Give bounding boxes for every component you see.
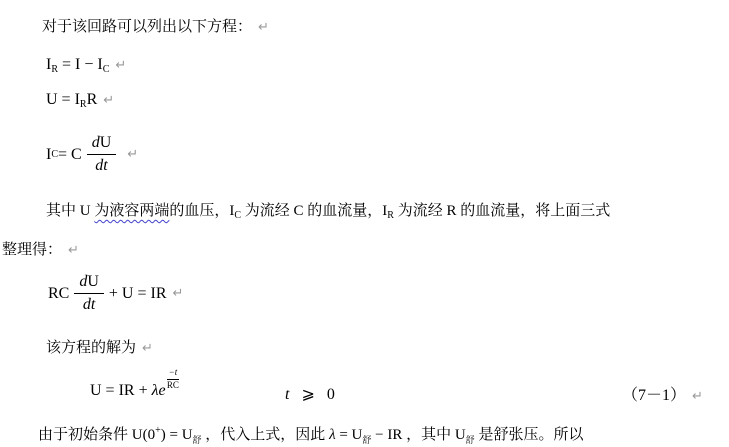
where-line2-text: 整理得： <box>2 242 63 258</box>
eq-cap-i: I <box>46 145 52 163</box>
eq-cap-equals-c: = C <box>58 145 82 163</box>
pilcrow-icon: ↵ <box>103 93 115 108</box>
pilcrow-icon: ↵ <box>692 389 703 404</box>
equation-current-balance <box>46 56 126 75</box>
final-c: ，代入上式，因此 <box>201 427 330 443</box>
paragraph-solution-intro <box>46 336 153 357</box>
shu-subscript: 舒 <box>192 435 202 445</box>
shu-subscript: 舒 <box>465 435 475 445</box>
eq-voltage-sub-r: R <box>79 99 87 110</box>
paragraph-where-line2 <box>2 238 79 259</box>
zero-value: 0 <box>326 386 335 403</box>
where-b: 的血压，I <box>169 203 235 219</box>
paragraph-intro-text: 对于该回路可以列出以下方程： <box>42 19 253 35</box>
eq-current-i: I <box>46 56 52 73</box>
pilcrow-icon: ↵ <box>258 20 269 35</box>
fraction-numerator <box>87 134 117 155</box>
paragraph-initial-condition <box>38 423 583 446</box>
equation-first-order <box>48 273 183 314</box>
equation-capacitor-current <box>46 134 138 175</box>
du-dt-fraction <box>87 134 117 175</box>
lambda-e-symbols: λe <box>151 381 166 399</box>
equation-solution-condition <box>285 384 335 404</box>
pilcrow-icon: ↵ <box>142 341 153 356</box>
t-symbol: t <box>285 386 290 403</box>
solution-intro-text: 该方程的解为 <box>46 340 137 356</box>
pilcrow-icon: ↵ <box>172 286 184 301</box>
equation-number-text: （7－1） <box>622 387 687 404</box>
eq-comb-rest: + U = IR <box>108 284 167 302</box>
where-sub-c: C <box>234 210 242 221</box>
pilcrow-icon: ↵ <box>115 58 127 73</box>
fraction-denominator: dt <box>82 296 96 313</box>
final-b: ) = U <box>160 427 193 443</box>
eq-comb-rc: RC <box>48 284 70 302</box>
final-d: = U <box>335 427 363 443</box>
eq-voltage-a: U = I <box>46 91 80 108</box>
eq-sol-a: U = IR + <box>90 381 152 399</box>
d-symbol: d <box>91 134 100 151</box>
shu-subscript: 舒 <box>362 435 372 445</box>
eq-current-sub-c: C <box>102 64 110 75</box>
exponent-fraction <box>167 367 180 391</box>
equation-number-label <box>622 382 703 405</box>
final-a: 由于初始条件 U(0 <box>38 427 156 443</box>
paragraph-intro <box>42 15 269 36</box>
fraction-numerator <box>74 273 104 294</box>
paragraph-where-line1 <box>46 199 610 221</box>
exponent-numerator: −t <box>167 367 180 380</box>
eq-cap-sub-c: C <box>51 149 58 160</box>
where-d: 为流经 R 的血流量，将上面三式 <box>393 203 611 219</box>
where-c: 为流经 C 的血流量，I <box>241 203 388 219</box>
exponent-denominator: RC <box>166 379 179 390</box>
where-sub-r: R <box>387 210 394 221</box>
equation-ohms-law <box>46 91 114 110</box>
u-symbol: U <box>99 134 112 151</box>
pilcrow-icon: ↵ <box>127 147 139 162</box>
plus-superscript: + <box>155 425 161 436</box>
final-f: 是舒张压。所以 <box>474 427 584 443</box>
geq-symbol: ⩾ <box>301 386 315 403</box>
fraction-denominator: dt <box>95 157 108 174</box>
final-e: − IR ，其中 U <box>371 427 466 443</box>
equation-solution-main <box>90 367 179 400</box>
u-symbol: U <box>87 273 99 290</box>
lambda-symbol: λ <box>329 427 336 443</box>
pilcrow-icon: ↵ <box>68 243 79 258</box>
eq-voltage-b: R <box>86 91 98 108</box>
grammar-check-underlined-text: 为液容两端 <box>94 203 170 219</box>
du-dt-fraction <box>74 273 104 314</box>
where-a: 其中 U <box>46 203 95 219</box>
d-symbol: d <box>79 273 88 290</box>
eq-current-sub-r: R <box>51 64 58 75</box>
eq-current-mid: = I − I <box>58 56 103 73</box>
